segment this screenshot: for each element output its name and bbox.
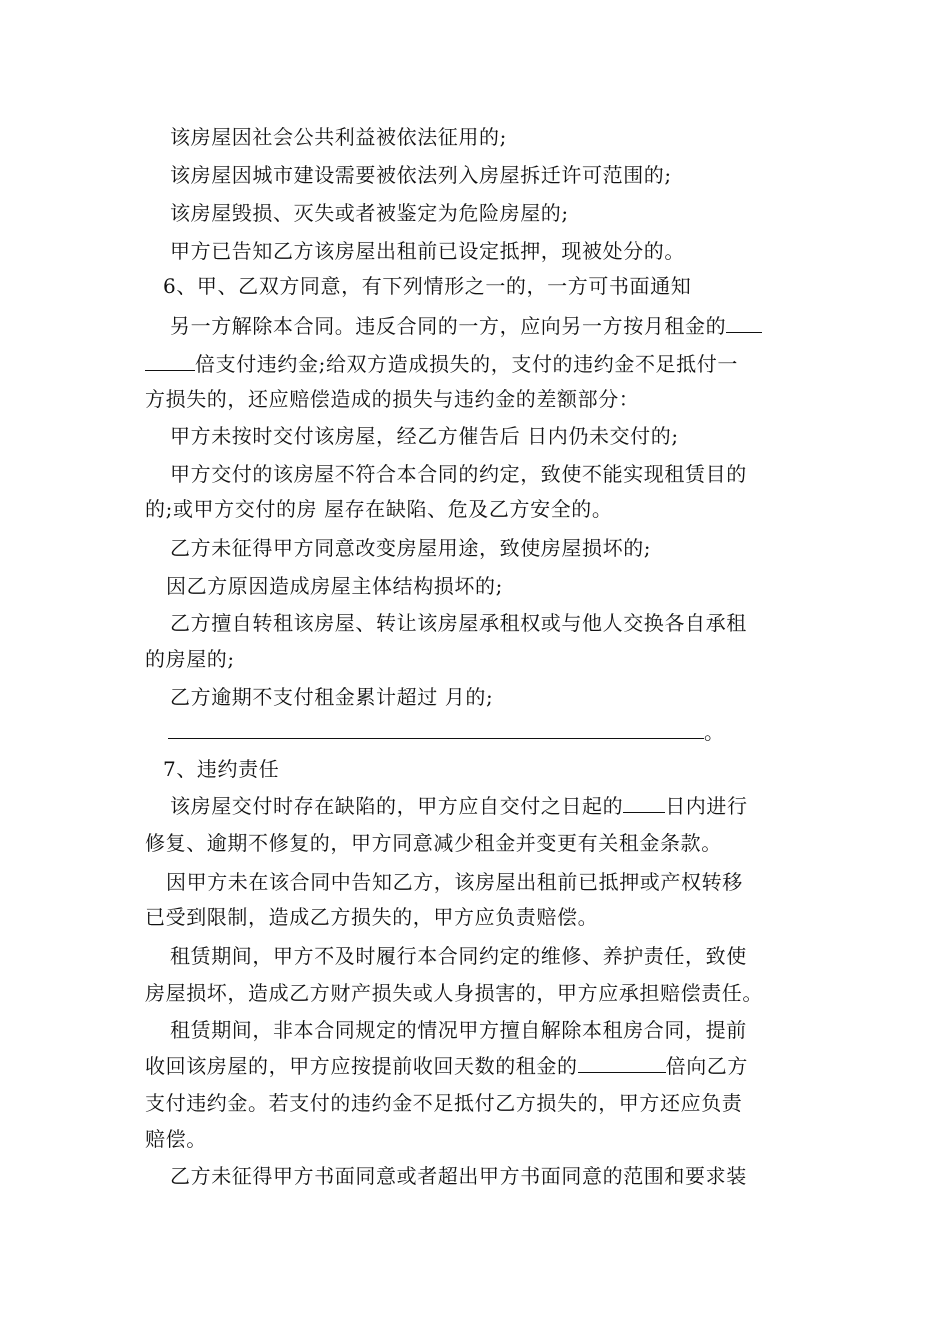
clause-line — [145, 495, 815, 523]
clause-line — [170, 942, 840, 970]
blank-line — [578, 1052, 666, 1073]
blank-line — [726, 312, 762, 333]
clause-text: 的;或甲方交付的房 屋存在缺陷、危及乙方安全的。 — [145, 497, 613, 521]
clause-line — [170, 460, 840, 488]
clause-line — [170, 422, 840, 450]
clause-line — [170, 237, 840, 265]
clause-line — [170, 1162, 840, 1190]
clause-line — [145, 903, 815, 931]
clause-text: 。 — [704, 720, 725, 744]
clause-line — [170, 199, 840, 227]
clause-line — [170, 792, 840, 820]
clause-text: 7、违约责任 — [163, 757, 280, 781]
clause-text: 支付违约金。若支付的违约金不足抵付乙方损失的，甲方还应负责 — [145, 1091, 743, 1115]
clause-line — [145, 829, 815, 857]
section-7-heading — [163, 755, 833, 783]
clause-line — [145, 1052, 815, 1080]
blank-line — [168, 718, 704, 739]
clause-line — [145, 1125, 815, 1153]
clause-line — [170, 1016, 840, 1044]
clause-line — [166, 868, 836, 896]
clause-text: 乙方未征得甲方书面同意或者超出甲方书面同意的范围和要求装 — [170, 1164, 747, 1188]
clause-line — [166, 572, 836, 600]
clause-text: 因甲方未在该合同中告知乙方，该房屋出租前已抵押或产权转移 — [166, 870, 743, 894]
blank-line — [145, 350, 195, 371]
clause-text: 倍支付违约金;给双方造成损失的，支付的违约金不足抵付一 — [195, 352, 738, 376]
clause-line — [145, 1089, 815, 1117]
clause-text: 甲方未按时交付该房屋，经乙方催告后 日内仍未交付的; — [170, 424, 679, 448]
clause-text: 的房屋的; — [145, 647, 235, 671]
clause-text: 6、甲、乙双方同意，有下列情形之一的，一方可书面通知 — [163, 274, 692, 298]
clause-text: 租赁期间，甲方不及时履行本合同约定的维修、养护责任，致使 — [170, 944, 747, 968]
clause-line — [168, 718, 838, 746]
clause-line — [145, 645, 815, 673]
clause-text: 乙方逾期不支付租金累计超过 月的; — [170, 685, 494, 709]
clause-text: 乙方未征得甲方同意改变房屋用途，致使房屋损坏的; — [170, 536, 652, 560]
clause-line — [145, 385, 815, 413]
clause-text: 修复、逾期不修复的，甲方同意减少租金并变更有关租金条款。 — [145, 831, 722, 855]
clause-line — [145, 350, 815, 378]
clause-text: 日内进行 — [665, 794, 748, 818]
clause-text: 已受到限制，造成乙方损失的，甲方应负责赔偿。 — [145, 905, 599, 929]
clause-text: 倍向乙方 — [665, 1054, 749, 1078]
section-6-heading — [163, 272, 833, 300]
clause-text: 该房屋交付时存在缺陷的，甲方应自交付之日起的 — [170, 794, 624, 818]
clause-text: 甲方交付的该房屋不符合本合同的约定，致使不能实现租赁目的 — [170, 462, 747, 486]
clause-text: 乙方擅自转租该房屋、转让该房屋承租权或与他人交换各自承租 — [170, 611, 747, 635]
blank-line — [623, 792, 665, 813]
clause-text: 该房屋因社会公共利益被依法征用的; — [170, 125, 507, 149]
clause-line — [145, 979, 815, 1007]
clause-text: 方损失的，还应赔偿造成的损失与违约金的差额部分： — [145, 387, 640, 411]
clause-text: 房屋损坏，造成乙方财产损失或人身损害的，甲方应承担赔偿责任。 — [145, 981, 763, 1005]
clause-text: 该房屋毁损、灭失或者被鉴定为危险房屋的; — [170, 201, 569, 225]
clause-text: 租赁期间，非本合同规定的情况甲方擅自解除本租房合同，提前 — [170, 1018, 747, 1042]
clause-text: 另一方解除本合同。违反合同的一方，应向另一方按月租金的 — [170, 314, 727, 338]
clause-line — [170, 609, 840, 637]
clause-text: 收回该房屋的，甲方应按提前收回天数的租金的 — [145, 1054, 578, 1078]
clause-text: 该房屋因城市建设需要被依法列入房屋拆迁许可范围的; — [170, 163, 672, 187]
clause-line — [170, 123, 840, 151]
clause-line — [170, 683, 840, 711]
clause-line — [170, 312, 840, 340]
clause-text: 因乙方原因造成房屋主体结构损坏的; — [166, 574, 503, 598]
clause-line — [170, 534, 840, 562]
clause-text: 甲方已告知乙方该房屋出租前已设定抵押，现被处分的。 — [170, 239, 685, 263]
clause-text: 赔偿。 — [145, 1127, 207, 1151]
clause-line — [170, 161, 840, 189]
